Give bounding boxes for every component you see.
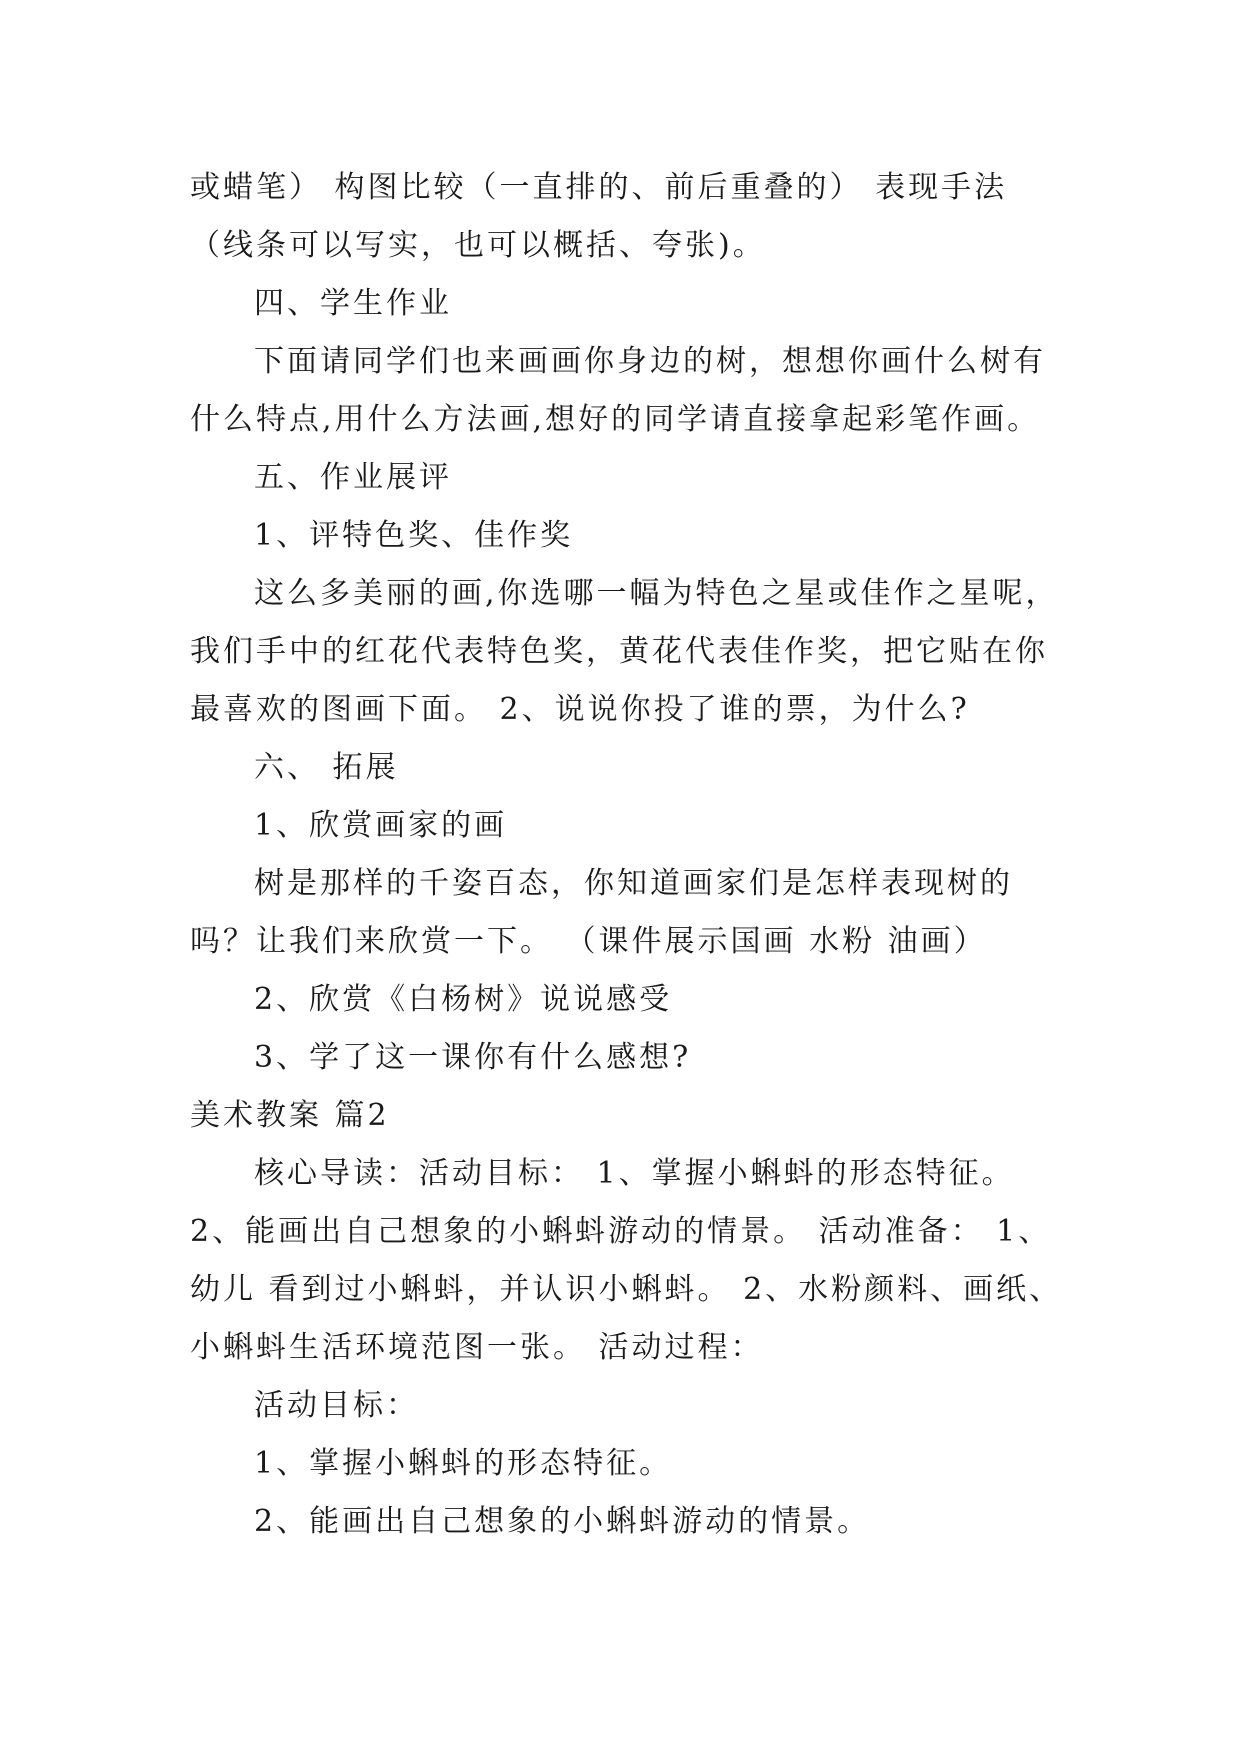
text-line: 2、能画出自己想象的小蝌蚪游动的情景。 活动准备： 1、 [190, 1214, 1052, 1249]
text-line: 1、评特色奖、佳作奖 [254, 518, 574, 553]
section-heading: 四、学生作业 [254, 286, 452, 321]
text-line: 最喜欢的图画下面。 2、说说你投了谁的票，为什么? [190, 692, 970, 727]
text-line: 小蝌蚪生活环境范图一张。 活动过程： [190, 1330, 764, 1365]
text-line: 幼儿 看到过小蝌蚪，并认识小蝌蚪。 2、水粉颜料、画纸、 [190, 1272, 1063, 1307]
section-heading: 六、 拓展 [254, 750, 399, 785]
text-line: 我们手中的红花代表特色奖，黄花代表佳作奖，把它贴在你 [190, 634, 1048, 669]
text-line: 1、欣赏画家的画 [254, 808, 508, 843]
lesson-title: 美术教案 篇2 [190, 1098, 390, 1133]
text-line: 1、掌握小蝌蚪的形态特征。 [254, 1446, 673, 1481]
text-line: 或蜡笔） 构图比较（一直排的、前后重叠的） 表现手法 [190, 170, 1008, 205]
text-line: 核心导读：活动目标： 1、掌握小蝌蚪的形态特征。 [254, 1156, 1015, 1191]
text-line: 3、学了这一课你有什么感想? [254, 1040, 692, 1075]
text-line: 下面请同学们也来画画你身边的树，想想你画什么树有 [254, 344, 1046, 379]
section-heading: 五、作业展评 [254, 460, 452, 495]
text-line: 什么特点,用什么方法画,想好的同学请直接拿起彩笔作画。 [190, 402, 1041, 437]
text-line: 2、能画出自己想象的小蝌蚪游动的情景。 [254, 1504, 871, 1539]
text-line: 吗？让我们来欣赏一下。 （课件展示国画 水粉 油画） [190, 924, 987, 959]
text-line: 2、欣赏《白杨树》说说感受 [254, 982, 673, 1017]
text-line: 活动目标： [254, 1388, 419, 1423]
text-line: 树是那样的千姿百态，你知道画家们是怎样表现树的 [254, 866, 1013, 901]
text-line: 这么多美丽的画,你选哪一幅为特色之星或佳作之星呢， [254, 576, 1059, 611]
text-line: （线条可以写实，也可以概括、夸张)。 [190, 228, 766, 263]
